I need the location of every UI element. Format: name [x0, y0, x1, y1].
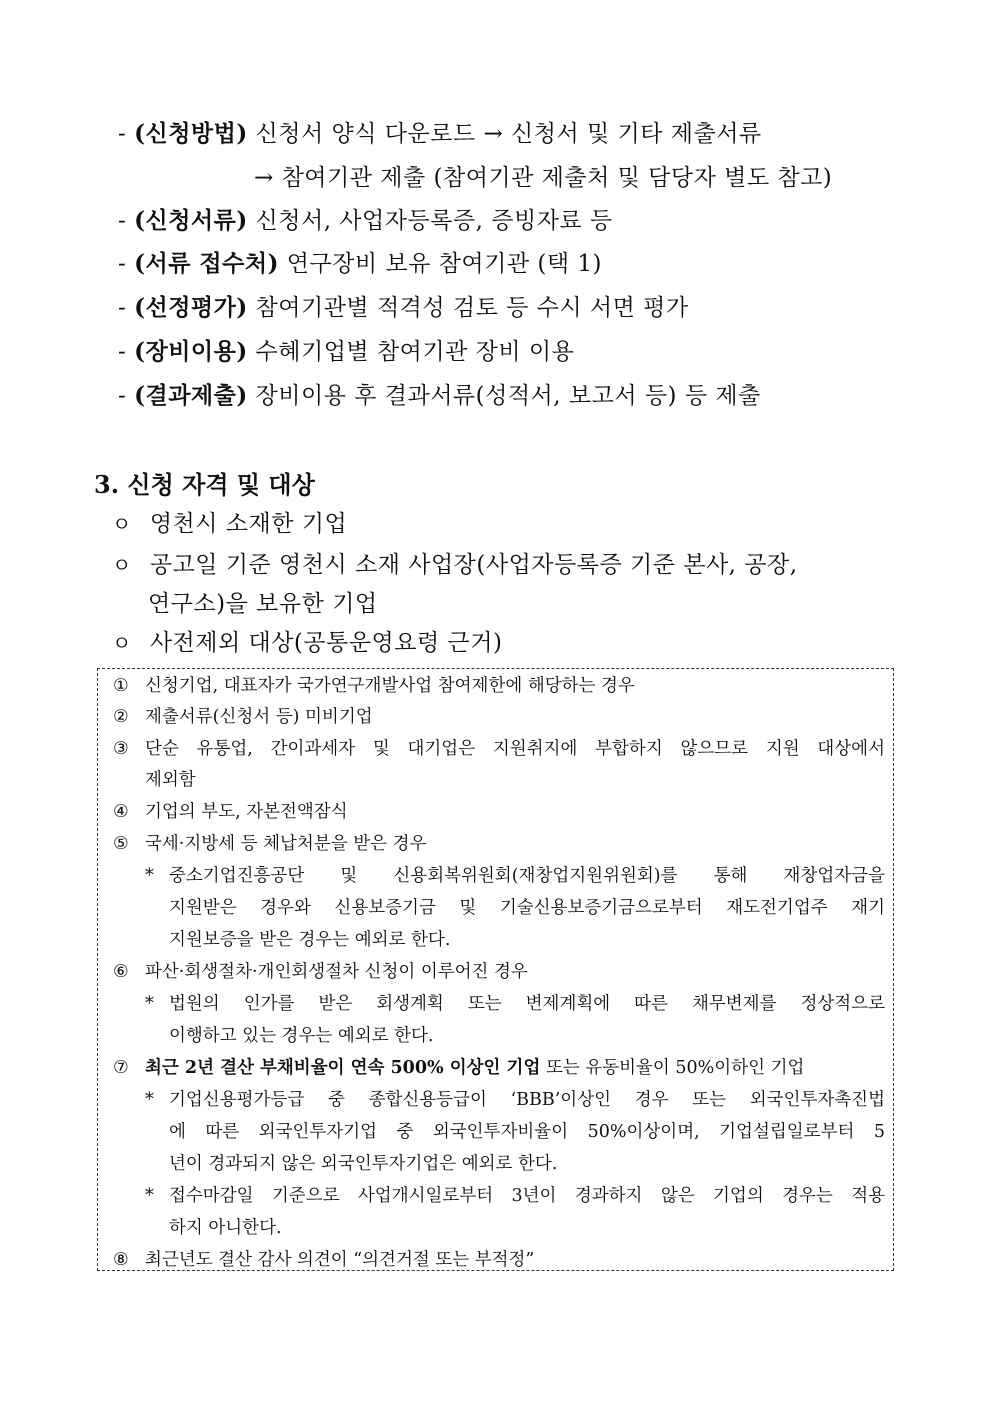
item-text: 기업의 부도, 자본전액잠식 — [145, 802, 348, 822]
method-text: 참여기관별 적격성 검토 등 수시 서면 평가 — [247, 295, 689, 321]
eligibility-text: 사전제외 대상(공통운영요령 근거) — [149, 630, 503, 656]
item-text: 최근년도 결산 감사 의견이 “의견거절 또는 부적정” — [145, 1250, 535, 1270]
note-text: 중소기업진흥공단 및 신용회복위원회(재창업지원위원회)를 통해 재창업자금을 — [169, 866, 885, 886]
note-7-cont: 년이 경과되지 않은 외국인투자기업은 예외로 한다. — [169, 1154, 558, 1174]
note-7b-cont: 하지 아니한다. — [169, 1218, 282, 1238]
item-text: 국세·지방세 등 체납처분을 받은 경우 — [145, 834, 427, 854]
method-item-reception — [118, 245, 602, 278]
method-item-application — [118, 115, 762, 148]
note-star: * — [145, 1186, 154, 1206]
bullet-icon: ㅇ — [112, 512, 132, 536]
dash: - — [118, 208, 127, 234]
dash: - — [118, 295, 127, 321]
exclusion-item-6 — [113, 958, 528, 983]
item-text: 또는 유동비율이 50%이하인 기업 — [540, 1058, 805, 1078]
method-item-submit — [254, 159, 832, 192]
method-label: (결과제출) — [134, 382, 248, 409]
method-item-results — [118, 377, 761, 410]
item-text: 파산·회생절차·개인회생절차 신청이 이루어진 경우 — [145, 962, 528, 982]
exclusion-item-5 — [113, 830, 426, 855]
note-text: 법원의 인가를 받은 회생계획 또는 변제계획에 따른 채무변제를 정상적으로 — [169, 994, 885, 1014]
note-7b — [145, 1182, 885, 1207]
method-item-documents — [118, 202, 613, 235]
note-7 — [145, 1086, 885, 1111]
item-number: ⑦ — [113, 1058, 129, 1078]
method-text: 신청서 양식 다운로드 → 신청서 및 기타 제출서류 — [247, 121, 762, 147]
eligibility-item — [112, 624, 502, 657]
item-number: ③ — [113, 739, 129, 759]
item-number: ⑤ — [113, 834, 129, 854]
eligibility-text: 공고일 기준 영천시 소재 사업장(사업자등록증 기준 본사, 공장, — [149, 552, 798, 578]
eligibility-text: 영천시 소재한 기업 — [149, 511, 348, 537]
note-text: 접수마감일 기준으로 사업개시일로부터 3년이 경과하지 않은 기업의 경우는 적용 — [169, 1186, 885, 1206]
dash: - — [118, 121, 127, 147]
item-number: ② — [113, 707, 129, 727]
exclusion-item-3 — [113, 735, 885, 760]
dash: - — [118, 251, 127, 277]
method-item-equipment — [118, 333, 574, 366]
method-label: (장비이용) — [134, 338, 248, 365]
exclusion-item-4 — [113, 798, 348, 823]
note-text: 에 따른 외국인투자기업 중 외국인투자비율이 50%이상이며, 기업설립일로부터 5 — [169, 1122, 885, 1142]
note-5-cont — [169, 894, 885, 919]
exclusion-item-2 — [113, 703, 373, 728]
method-label: (신청방법) — [134, 120, 248, 147]
note-star: * — [145, 866, 154, 886]
method-label: (신청서류) — [134, 207, 248, 234]
dash: - — [118, 383, 127, 409]
section3-title: 3. 신청 자격 및 대상 — [94, 470, 315, 499]
eligibility-item — [112, 505, 347, 538]
note-5-cont: 지원보증을 받은 경우는 예외로 한다. — [169, 930, 451, 950]
item-text: 신청기업, 대표자가 국가연구개발사업 참여제한에 해당하는 경우 — [145, 676, 635, 696]
method-label: (선정평가) — [134, 294, 248, 321]
note-star: * — [145, 1090, 154, 1110]
exclusion-item-1 — [113, 672, 635, 697]
method-item-evaluation — [118, 289, 689, 322]
method-text: 수혜기업별 참여기관 장비 이용 — [247, 339, 575, 365]
note-6-cont: 이행하고 있는 경우는 예외로 한다. — [169, 1026, 434, 1046]
note-6 — [145, 990, 885, 1015]
eligibility-item — [112, 546, 798, 579]
item-number: ① — [113, 676, 129, 696]
item-number: ⑥ — [113, 962, 129, 982]
method-label: (서류 접수처) — [134, 250, 279, 277]
method-text: 연구장비 보유 참여기관 (택 1) — [278, 251, 603, 277]
dash: - — [118, 339, 127, 365]
bullet-icon: ㅇ — [112, 631, 132, 655]
note-star: * — [145, 994, 154, 1014]
exclusion-item-7 — [113, 1054, 804, 1079]
item-number: ④ — [113, 802, 129, 822]
exclusion-item-3-cont: 제외함 — [145, 770, 196, 790]
note-text: 기업신용평가등급 중 종합신용등급이 ‘BBB’이상인 경우 또는 외국인투자촉진법 — [169, 1090, 885, 1110]
item-text: 단순 유통업, 간이과세자 및 대기업은 지원취지에 부합하지 않으므로 지원 대상에서 — [145, 739, 885, 759]
item-number: ⑧ — [113, 1250, 129, 1270]
eligibility-continuation: 연구소)을 보유한 기업 — [148, 591, 378, 617]
note-text: 지원받은 경우와 신용보증기금 및 기술신용보증기금으로부터 재도전기업주 재기 — [169, 898, 885, 918]
item-text: 제출서류(신청서 등) 미비기업 — [145, 707, 373, 727]
method-text: 신청서, 사업자등록증, 증빙자료 등 — [247, 208, 613, 234]
bullet-icon: ㅇ — [112, 553, 132, 577]
note-7-cont — [169, 1118, 885, 1143]
note-5 — [145, 862, 885, 887]
method-text: 장비이용 후 결과서류(성적서, 보고서 등) 등 제출 — [247, 383, 761, 409]
exclusion-item-8 — [113, 1246, 534, 1271]
method-text: → 참여기관 제출 (참여기관 제출처 및 담당자 별도 참고) — [254, 165, 833, 191]
item-text-bold: 최근 2년 결산 부채비율이 연속 500% 이상인 기업 — [145, 1058, 541, 1078]
